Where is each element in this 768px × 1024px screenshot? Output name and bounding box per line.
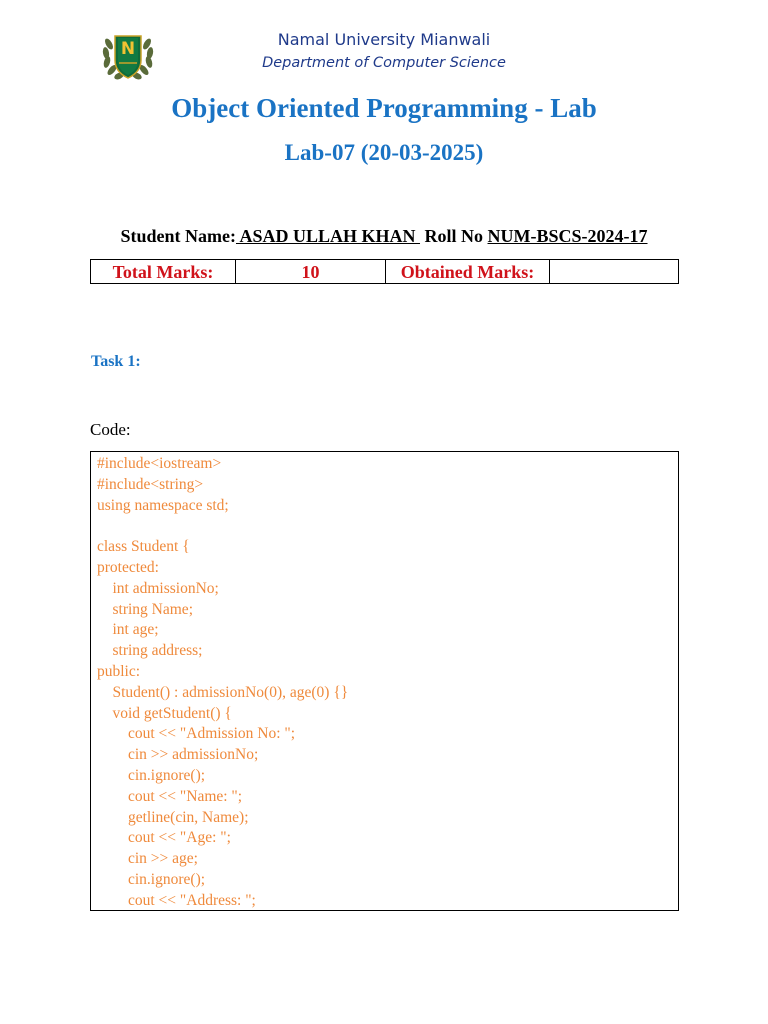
code-line: #include<iostream> (97, 455, 222, 472)
code-line: cin >> age; (97, 850, 198, 868)
code-line: #include<string> (97, 475, 204, 493)
code-line: cout << "Age: "; (97, 829, 231, 847)
code-line: public: (97, 662, 141, 680)
code-line: cin.ignore(); (97, 766, 206, 784)
logo-letter: N (120, 39, 136, 59)
code-line: cout << "Admission No: "; (97, 725, 296, 743)
code-line: getline(cin, Name); (97, 808, 249, 826)
code-lines (91, 452, 678, 911)
code-label: Code: (90, 420, 131, 439)
code-line: string address; (97, 642, 203, 660)
code-line: Student() : admissionNo(0), age(0) {} (97, 683, 349, 701)
department-name: Department of Computer Science (262, 55, 506, 71)
marks-row (91, 260, 679, 284)
marks-table (90, 259, 679, 284)
code-line: cin >> admissionNo; (97, 746, 259, 764)
code-line: void getStudent() { (97, 704, 232, 722)
obtained-marks-value (550, 260, 679, 284)
roll-no-label: Roll No (420, 226, 488, 246)
code-line: int age; (97, 621, 159, 639)
code-line: cout << "Name: "; (97, 787, 243, 805)
course-title: Object Oriented Programming - Lab (171, 93, 597, 123)
code-line: int admissionNo; (97, 579, 219, 597)
student-name-label: Student Name: (120, 226, 236, 246)
code-block (90, 451, 679, 911)
total-marks-value: 10 (236, 260, 386, 284)
code-line (97, 516, 678, 537)
university-name: Namal University Mianwali (277, 30, 491, 49)
student-name-value: ASAD ULLAH KHAN (235, 226, 421, 246)
code-line: cout << "Address: "; (97, 891, 256, 909)
code-line: string Name; (97, 600, 193, 618)
obtained-marks-label: Obtained Marks: (386, 260, 550, 284)
roll-no-value: NUM-BSCS-2024-17 (487, 226, 648, 246)
student-info-line (0, 226, 768, 247)
lab-title: Lab-07 (20-03-2025) (284, 140, 484, 165)
code-line: using namespace std; (97, 496, 229, 514)
code-line: protected: (97, 558, 159, 576)
task-heading: Task 1: (91, 353, 141, 370)
code-line: cin.ignore(); (97, 870, 206, 888)
code-line: class Student { (97, 538, 190, 556)
total-marks-label: Total Marks: (91, 260, 236, 284)
